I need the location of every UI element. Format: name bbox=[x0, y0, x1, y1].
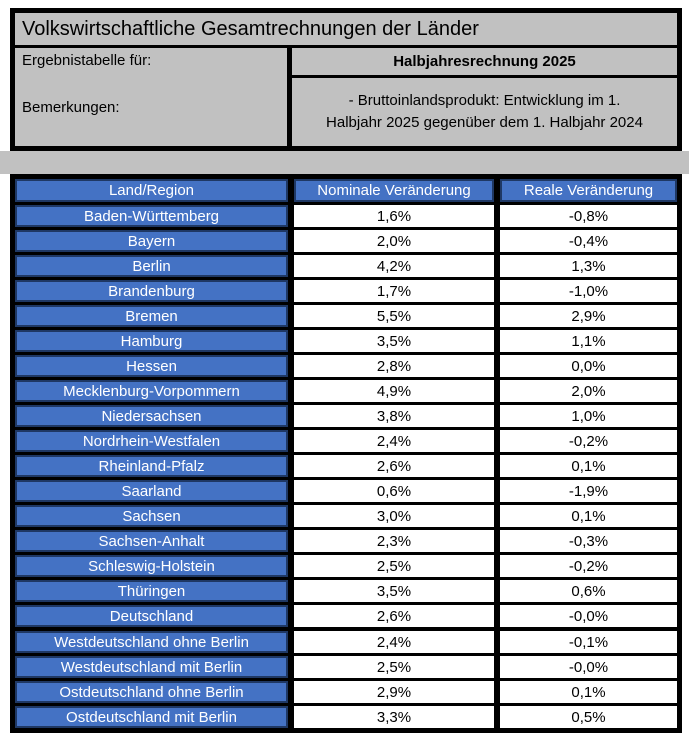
result-table-label: Ergebnistabelle für: bbox=[22, 52, 152, 69]
table-row bbox=[15, 255, 677, 277]
nominal-cell: 3,0% bbox=[294, 505, 494, 527]
remarks-text bbox=[292, 78, 677, 146]
region-cell: Bremen bbox=[15, 305, 288, 327]
real-cell: -0,3% bbox=[500, 530, 677, 552]
real-cell: 0,5% bbox=[500, 706, 677, 728]
nominal-cell: 2,4% bbox=[294, 430, 494, 452]
real-cell: -0,8% bbox=[500, 205, 677, 227]
table-row bbox=[15, 530, 677, 552]
nominal-cell: 0,6% bbox=[294, 480, 494, 502]
real-cell: 2,0% bbox=[500, 380, 677, 402]
nominal-cell: 4,2% bbox=[294, 255, 494, 277]
nominal-cell: 5,5% bbox=[294, 305, 494, 327]
real-cell: -0,4% bbox=[500, 230, 677, 252]
real-cell: -0,1% bbox=[500, 631, 677, 653]
nominal-cell: 3,3% bbox=[294, 706, 494, 728]
table-row bbox=[15, 505, 677, 527]
table-row bbox=[15, 631, 677, 653]
nominal-cell: 2,0% bbox=[294, 230, 494, 252]
real-cell: -0,0% bbox=[500, 656, 677, 678]
nominal-cell: 2,5% bbox=[294, 555, 494, 577]
real-cell: 1,3% bbox=[500, 255, 677, 277]
aggregate-rows-group bbox=[15, 631, 677, 728]
table-row bbox=[15, 480, 677, 502]
separator-strip bbox=[0, 151, 689, 174]
table-row bbox=[15, 430, 677, 452]
table-row bbox=[15, 305, 677, 327]
region-cell: Ostdeutschland ohne Berlin bbox=[15, 681, 288, 703]
real-cell: 2,9% bbox=[500, 305, 677, 327]
region-cell: Rheinland-Pfalz bbox=[15, 455, 288, 477]
real-cell: 0,1% bbox=[500, 455, 677, 477]
real-cell: -0,2% bbox=[500, 555, 677, 577]
real-cell: 0,1% bbox=[500, 681, 677, 703]
column-header-nominal: Nominale Veränderung bbox=[294, 179, 494, 202]
real-cell: 0,6% bbox=[500, 580, 677, 602]
real-cell: 0,1% bbox=[500, 505, 677, 527]
nominal-cell: 4,9% bbox=[294, 380, 494, 402]
real-cell: -1,0% bbox=[500, 280, 677, 302]
remarks-line-1: - Bruttoinlandsprodukt: Entwicklung im 1. bbox=[348, 92, 621, 109]
table-row bbox=[15, 330, 677, 352]
region-cell: Westdeutschland ohne Berlin bbox=[15, 631, 288, 653]
table-row bbox=[15, 555, 677, 577]
region-cell: Brandenburg bbox=[15, 280, 288, 302]
nominal-cell: 2,6% bbox=[294, 455, 494, 477]
region-cell: Schleswig-Holstein bbox=[15, 555, 288, 577]
remarks-line-2: Halbjahr 2025 gegenüber dem 1. Halbjahr 2024 bbox=[326, 114, 643, 131]
real-cell: 0,0% bbox=[500, 355, 677, 377]
region-cell: Niedersachsen bbox=[15, 405, 288, 427]
header-label-column bbox=[15, 48, 292, 146]
region-cell: Thüringen bbox=[15, 580, 288, 602]
column-header-real: Reale Veränderung bbox=[500, 179, 677, 202]
table-row bbox=[15, 230, 677, 252]
region-cell: Hessen bbox=[15, 355, 288, 377]
table-row bbox=[15, 405, 677, 427]
region-cell: Berlin bbox=[15, 255, 288, 277]
nominal-cell: 2,8% bbox=[294, 355, 494, 377]
region-cell: Hamburg bbox=[15, 330, 288, 352]
nominal-cell: 3,5% bbox=[294, 580, 494, 602]
remarks-label: Bemerkungen: bbox=[22, 99, 120, 116]
header-box bbox=[10, 8, 682, 151]
table-row bbox=[15, 205, 677, 227]
table-row bbox=[15, 380, 677, 402]
page-title: Volkswirtschaftliche Gesamtrechnungen der Länder bbox=[15, 13, 677, 48]
real-cell: -1,9% bbox=[500, 480, 677, 502]
region-cell: Deutschland bbox=[15, 605, 288, 627]
table-row bbox=[15, 605, 677, 627]
header-grid bbox=[15, 48, 677, 146]
nominal-cell: 2,4% bbox=[294, 631, 494, 653]
nominal-cell: 2,5% bbox=[294, 656, 494, 678]
region-cell: Bayern bbox=[15, 230, 288, 252]
table-row bbox=[15, 580, 677, 602]
table-row bbox=[15, 681, 677, 703]
region-cell: Ostdeutschland mit Berlin bbox=[15, 706, 288, 728]
region-cell: Baden-Württemberg bbox=[15, 205, 288, 227]
header-value-column bbox=[292, 48, 677, 146]
region-cell: Mecklenburg-Vorpommern bbox=[15, 380, 288, 402]
region-cell: Westdeutschland mit Berlin bbox=[15, 656, 288, 678]
nominal-cell: 2,3% bbox=[294, 530, 494, 552]
table-row bbox=[15, 706, 677, 728]
real-cell: 1,1% bbox=[500, 330, 677, 352]
table-row bbox=[15, 355, 677, 377]
nominal-cell: 1,6% bbox=[294, 205, 494, 227]
result-table-value: Halbjahresrechnung 2025 bbox=[292, 48, 677, 78]
table-row bbox=[15, 280, 677, 302]
laender-rows-group bbox=[15, 205, 677, 627]
nominal-cell: 2,6% bbox=[294, 605, 494, 627]
nominal-cell: 1,7% bbox=[294, 280, 494, 302]
region-cell: Sachsen-Anhalt bbox=[15, 530, 288, 552]
table-row bbox=[15, 455, 677, 477]
column-header-region: Land/Region bbox=[15, 179, 288, 202]
region-cell: Saarland bbox=[15, 480, 288, 502]
real-cell: 1,0% bbox=[500, 405, 677, 427]
real-cell: -0,2% bbox=[500, 430, 677, 452]
region-cell: Nordrhein-Westfalen bbox=[15, 430, 288, 452]
nominal-cell: 2,9% bbox=[294, 681, 494, 703]
table-header-row bbox=[15, 179, 677, 202]
results-table bbox=[10, 174, 682, 733]
region-cell: Sachsen bbox=[15, 505, 288, 527]
real-cell: -0,0% bbox=[500, 605, 677, 627]
table-row bbox=[15, 656, 677, 678]
nominal-cell: 3,5% bbox=[294, 330, 494, 352]
nominal-cell: 3,8% bbox=[294, 405, 494, 427]
